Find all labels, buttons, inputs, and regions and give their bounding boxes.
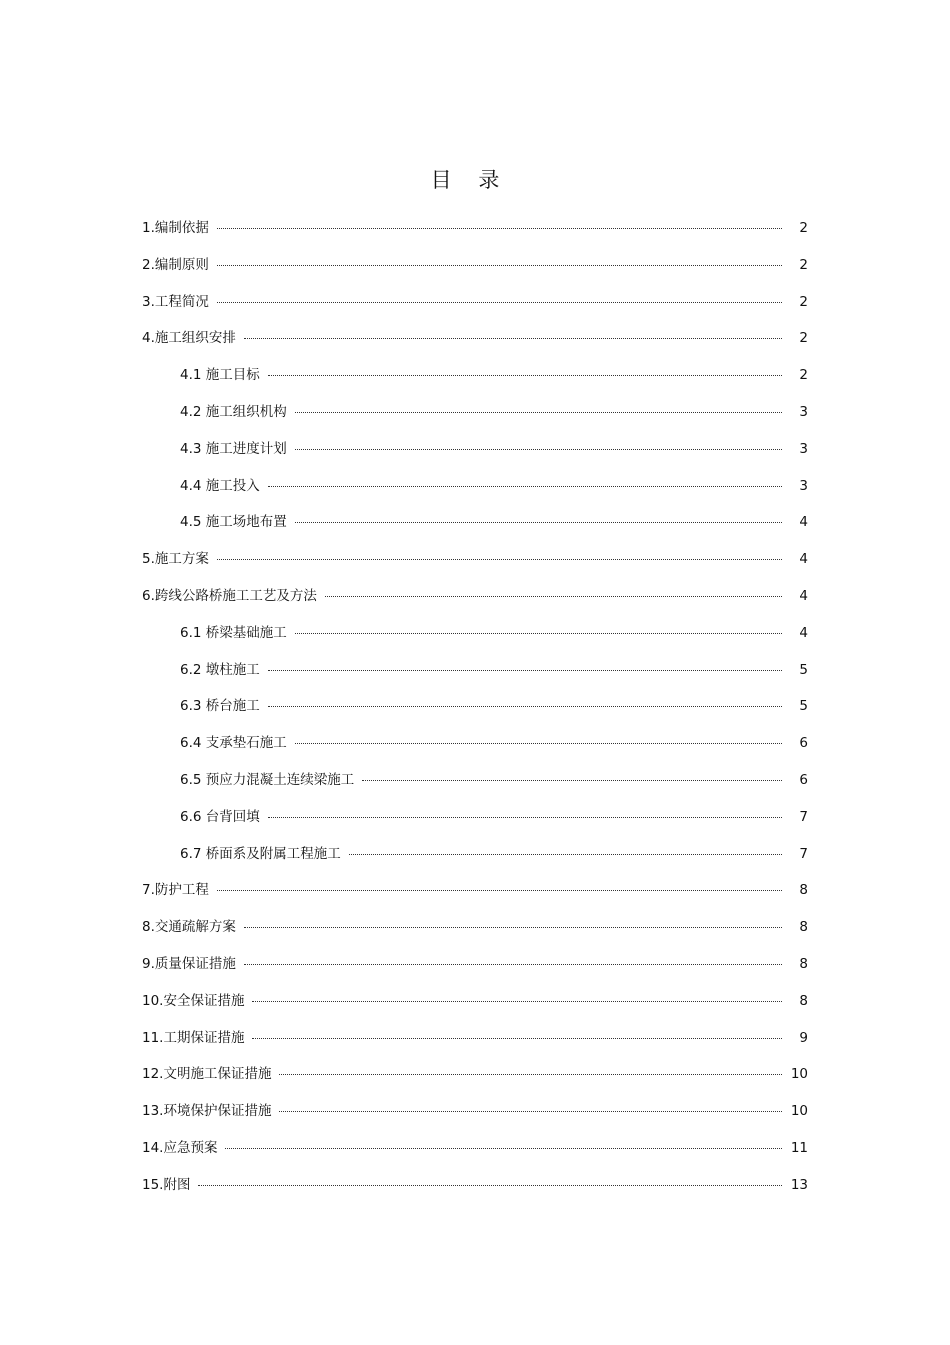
- toc-dot-leader: [268, 706, 782, 707]
- toc-section-entry[interactable]: [142, 292, 808, 329]
- toc-entry-page-number: 6: [799, 735, 808, 752]
- toc-dot-leader: [217, 228, 782, 229]
- toc-subsection-entry[interactable]: [142, 696, 808, 733]
- toc-entry-label: 13.环境保护保证措施: [142, 1103, 272, 1120]
- toc-dot-leader: [279, 1111, 782, 1112]
- toc-entry-label: 6.1 桥梁基础施工: [180, 624, 287, 641]
- toc-subsection-entry[interactable]: [142, 512, 808, 549]
- toc-entry-label: 9.质量保证措施: [142, 955, 236, 972]
- toc-dot-leader: [295, 522, 782, 523]
- toc-entry-page-number: 7: [799, 808, 808, 825]
- toc-entry-page-number: 5: [799, 661, 808, 678]
- toc-entry-page-number: 10: [790, 1066, 808, 1083]
- toc-entry-page-number: 4: [799, 551, 808, 568]
- toc-dot-leader: [217, 559, 782, 560]
- toc-section-entry[interactable]: [142, 1028, 808, 1065]
- toc-entry-label: 5.施工方案: [142, 551, 209, 568]
- toc-subsection-entry[interactable]: [142, 439, 808, 476]
- toc-entry-page-number: 3: [799, 403, 808, 420]
- toc-dot-leader: [295, 743, 782, 744]
- toc-section-entry[interactable]: [142, 1175, 808, 1212]
- toc-entry-label: 6.5 预应力混凝土连续梁施工: [180, 771, 355, 788]
- toc-dot-leader: [225, 1148, 782, 1149]
- toc-subsection-entry[interactable]: [142, 476, 808, 513]
- toc-dot-leader: [198, 1185, 782, 1186]
- toc-entry-label: 14.应急预案: [142, 1139, 218, 1156]
- toc-entry-page-number: 5: [799, 698, 808, 715]
- toc-dot-leader: [279, 1074, 782, 1075]
- toc-entry-label: 4.4 施工投入: [180, 477, 260, 494]
- toc-dot-leader: [325, 596, 782, 597]
- toc-dot-leader: [268, 670, 782, 671]
- toc-section-entry[interactable]: [142, 218, 808, 255]
- toc-entry-label: 8.交通疏解方案: [142, 919, 236, 936]
- toc-entry-label: 7.防护工程: [142, 882, 209, 899]
- toc-dot-leader: [268, 375, 782, 376]
- toc-entry-page-number: 10: [790, 1103, 808, 1120]
- toc-entry-page-number: 2: [799, 367, 808, 384]
- toc-subsection-entry[interactable]: [142, 365, 808, 402]
- toc-entry-label: 4.5 施工场地布置: [180, 514, 287, 531]
- toc-dot-leader: [349, 854, 782, 855]
- toc-entry-label: 4.施工组织安排: [142, 330, 236, 347]
- toc-section-entry[interactable]: [142, 328, 808, 365]
- toc-entry-label: 6.跨线公路桥施工工艺及方法: [142, 587, 317, 604]
- toc-section-entry[interactable]: [142, 549, 808, 586]
- toc-entry-page-number: 4: [799, 587, 808, 604]
- toc-entry-label: 4.3 施工进度计划: [180, 440, 287, 457]
- toc-entry-page-number: 11: [790, 1139, 808, 1156]
- toc-section-entry[interactable]: [142, 954, 808, 991]
- toc-entry-label: 4.2 施工组织机构: [180, 403, 287, 420]
- toc-dot-leader: [217, 302, 782, 303]
- toc-section-entry[interactable]: [142, 1101, 808, 1138]
- toc-entry-label: 3.工程简况: [142, 293, 209, 310]
- toc-section-entry[interactable]: [142, 255, 808, 292]
- toc-dot-leader: [244, 964, 782, 965]
- toc-entry-page-number: 8: [799, 919, 808, 936]
- toc-entry-label: 15.附图: [142, 1176, 191, 1193]
- toc-entry-label: 6.6 台背回填: [180, 808, 260, 825]
- toc-entry-label: 11.工期保证措施: [142, 1029, 245, 1046]
- toc-dot-leader: [268, 817, 782, 818]
- toc-entry-label: 6.3 桥台施工: [180, 698, 260, 715]
- toc-subsection-entry[interactable]: [142, 770, 808, 807]
- toc-section-entry[interactable]: [142, 880, 808, 917]
- toc-section-entry[interactable]: [142, 586, 808, 623]
- toc-entry-page-number: 2: [799, 256, 808, 273]
- toc-dot-leader: [295, 449, 782, 450]
- toc-entry-page-number: 8: [799, 955, 808, 972]
- toc-entry-label: 1.编制依据: [142, 220, 209, 236]
- toc-entry-label: 2.编制原则: [142, 256, 209, 273]
- toc-subsection-entry[interactable]: [142, 623, 808, 660]
- toc-entry-label: 6.4 支承垫石施工: [180, 735, 287, 752]
- toc-subsection-entry[interactable]: [142, 807, 808, 844]
- toc-entry-page-number: 9: [799, 1029, 808, 1046]
- toc-entry-page-number: 13: [790, 1176, 808, 1193]
- toc-dot-leader: [244, 927, 782, 928]
- toc-subsection-entry[interactable]: [142, 733, 808, 770]
- toc-entry-page-number: 4: [799, 624, 808, 641]
- toc-entry-label: 6.2 墩柱施工: [180, 661, 260, 678]
- toc-subsection-entry[interactable]: [142, 660, 808, 697]
- toc-dot-leader: [217, 890, 782, 891]
- toc-entry-label: 6.7 桥面系及附属工程施工: [180, 845, 341, 862]
- toc-dot-leader: [295, 633, 782, 634]
- toc-entry-page-number: 6: [799, 771, 808, 788]
- toc-dot-leader: [217, 265, 782, 266]
- toc-section-entry[interactable]: [142, 917, 808, 954]
- toc-entry-page-number: 3: [799, 440, 808, 457]
- toc-dot-leader: [362, 780, 782, 781]
- toc-dot-leader: [252, 1038, 782, 1039]
- toc-dot-leader: [295, 412, 782, 413]
- toc-entry-page-number: 3: [799, 477, 808, 494]
- toc-subsection-entry[interactable]: [142, 844, 808, 881]
- toc-section-entry[interactable]: [142, 991, 808, 1028]
- toc-entry-page-number: 2: [799, 220, 808, 236]
- toc-dot-leader: [244, 338, 782, 339]
- page-title: 目 录: [430, 168, 510, 192]
- toc-entry-page-number: 2: [799, 330, 808, 347]
- toc-entry-page-number: 4: [799, 514, 808, 531]
- toc-dot-leader: [252, 1001, 782, 1002]
- toc-entry-label: 10.安全保证措施: [142, 992, 245, 1009]
- table-of-contents: [142, 218, 808, 1212]
- toc-entry-page-number: 8: [799, 882, 808, 899]
- toc-entry-page-number: 7: [799, 845, 808, 862]
- toc-entry-page-number: 8: [799, 992, 808, 1009]
- toc-entry-label: 4.1 施工目标: [180, 367, 260, 384]
- toc-entry-label: 12.文明施工保证措施: [142, 1066, 272, 1083]
- toc-subsection-entry[interactable]: [142, 402, 808, 439]
- toc-section-entry[interactable]: [142, 1064, 808, 1101]
- toc-section-entry[interactable]: [142, 1138, 808, 1175]
- toc-dot-leader: [268, 486, 782, 487]
- toc-entry-page-number: 2: [799, 293, 808, 310]
